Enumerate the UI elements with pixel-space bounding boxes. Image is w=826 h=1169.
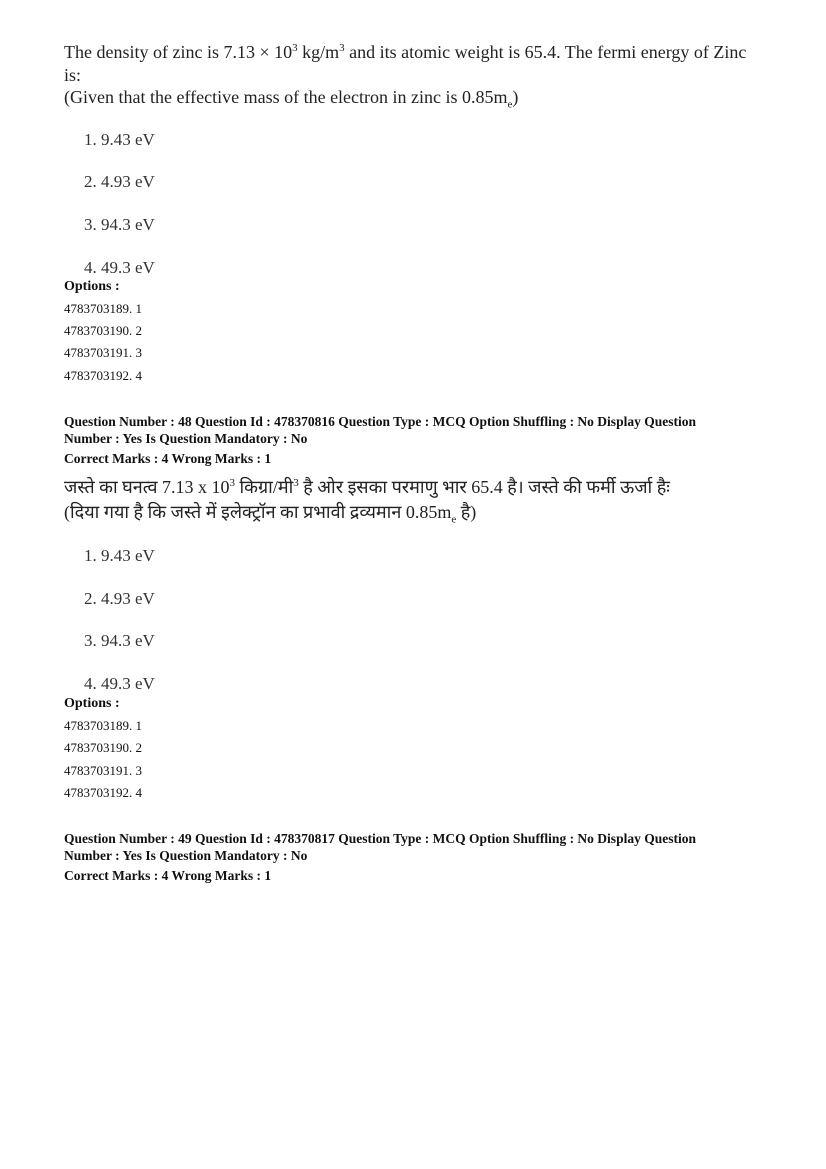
option-id: 4783703190. 2 <box>64 740 142 755</box>
options-label: Options : <box>64 279 120 294</box>
question-marks: Correct Marks : 4 Wrong Marks : 1 <box>64 451 272 466</box>
option-id: 4783703191. 3 <box>64 763 142 778</box>
question-text-line: (Given that the effective mass of the electron in zinc is $0.85m_e$) <box>64 87 519 111</box>
option-id: 4783703192. 4 <box>64 368 142 383</box>
question-text-line: is: <box>64 65 82 85</box>
question-marks: Correct Marks : 4 Wrong Marks : 1 <box>64 868 272 883</box>
option-id: 4783703192. 4 <box>64 785 142 800</box>
options-label: Options : <box>64 696 120 711</box>
question-meta: Question Number : 48 Question Id : 478370816 Question Type : MCQ Option Shuffling : No Display Question <box>64 414 696 429</box>
question-meta: Number : Yes Is Question Mandatory : No <box>64 848 308 863</box>
question-text-line: The density of zinc is $7.13 \times 10^3$ $kg/m^3$ and its atomic weight is 65.4. The fermi energy of Zinc <box>64 42 747 62</box>
answer-choice: 3. 94.3 eV <box>84 631 155 650</box>
option-id: 4783703189. 1 <box>64 718 142 733</box>
answer-choice: 4. 49.3 eV <box>84 258 155 277</box>
answer-choice: 1. 9.43 eV <box>84 130 155 149</box>
option-id: 4783703191. 3 <box>64 345 142 360</box>
question-meta: Number : Yes Is Question Mandatory : No <box>64 431 308 446</box>
option-id: 4783703190. 2 <box>64 323 142 338</box>
question-text-line: जस्ते का घनत्व 7.13 x $10^3$ किग्रा/मी$^3$ है ओर इसका परमाणु भार 65.4 है। जस्ते की फर्मी ऊर्जा हैः <box>64 477 670 497</box>
answer-choice: 3. 94.3 eV <box>84 215 155 234</box>
answer-choice: 4. 49.3 eV <box>84 674 155 693</box>
answer-choice: 2. 4.93 eV <box>84 589 155 608</box>
question-meta: Question Number : 49 Question Id : 478370817 Question Type : MCQ Option Shuffling : No Display Question <box>64 831 696 846</box>
question-text-line: (दिया गया है कि जस्ते में इलेक्ट्रॉन का प्रभावी द्रव्यमान $0.85m_e$ है) <box>64 502 477 526</box>
option-id: 4783703189. 1 <box>64 301 142 316</box>
answer-choice: 2. 4.93 eV <box>84 172 155 191</box>
answer-choice: 1. 9.43 eV <box>84 546 155 565</box>
